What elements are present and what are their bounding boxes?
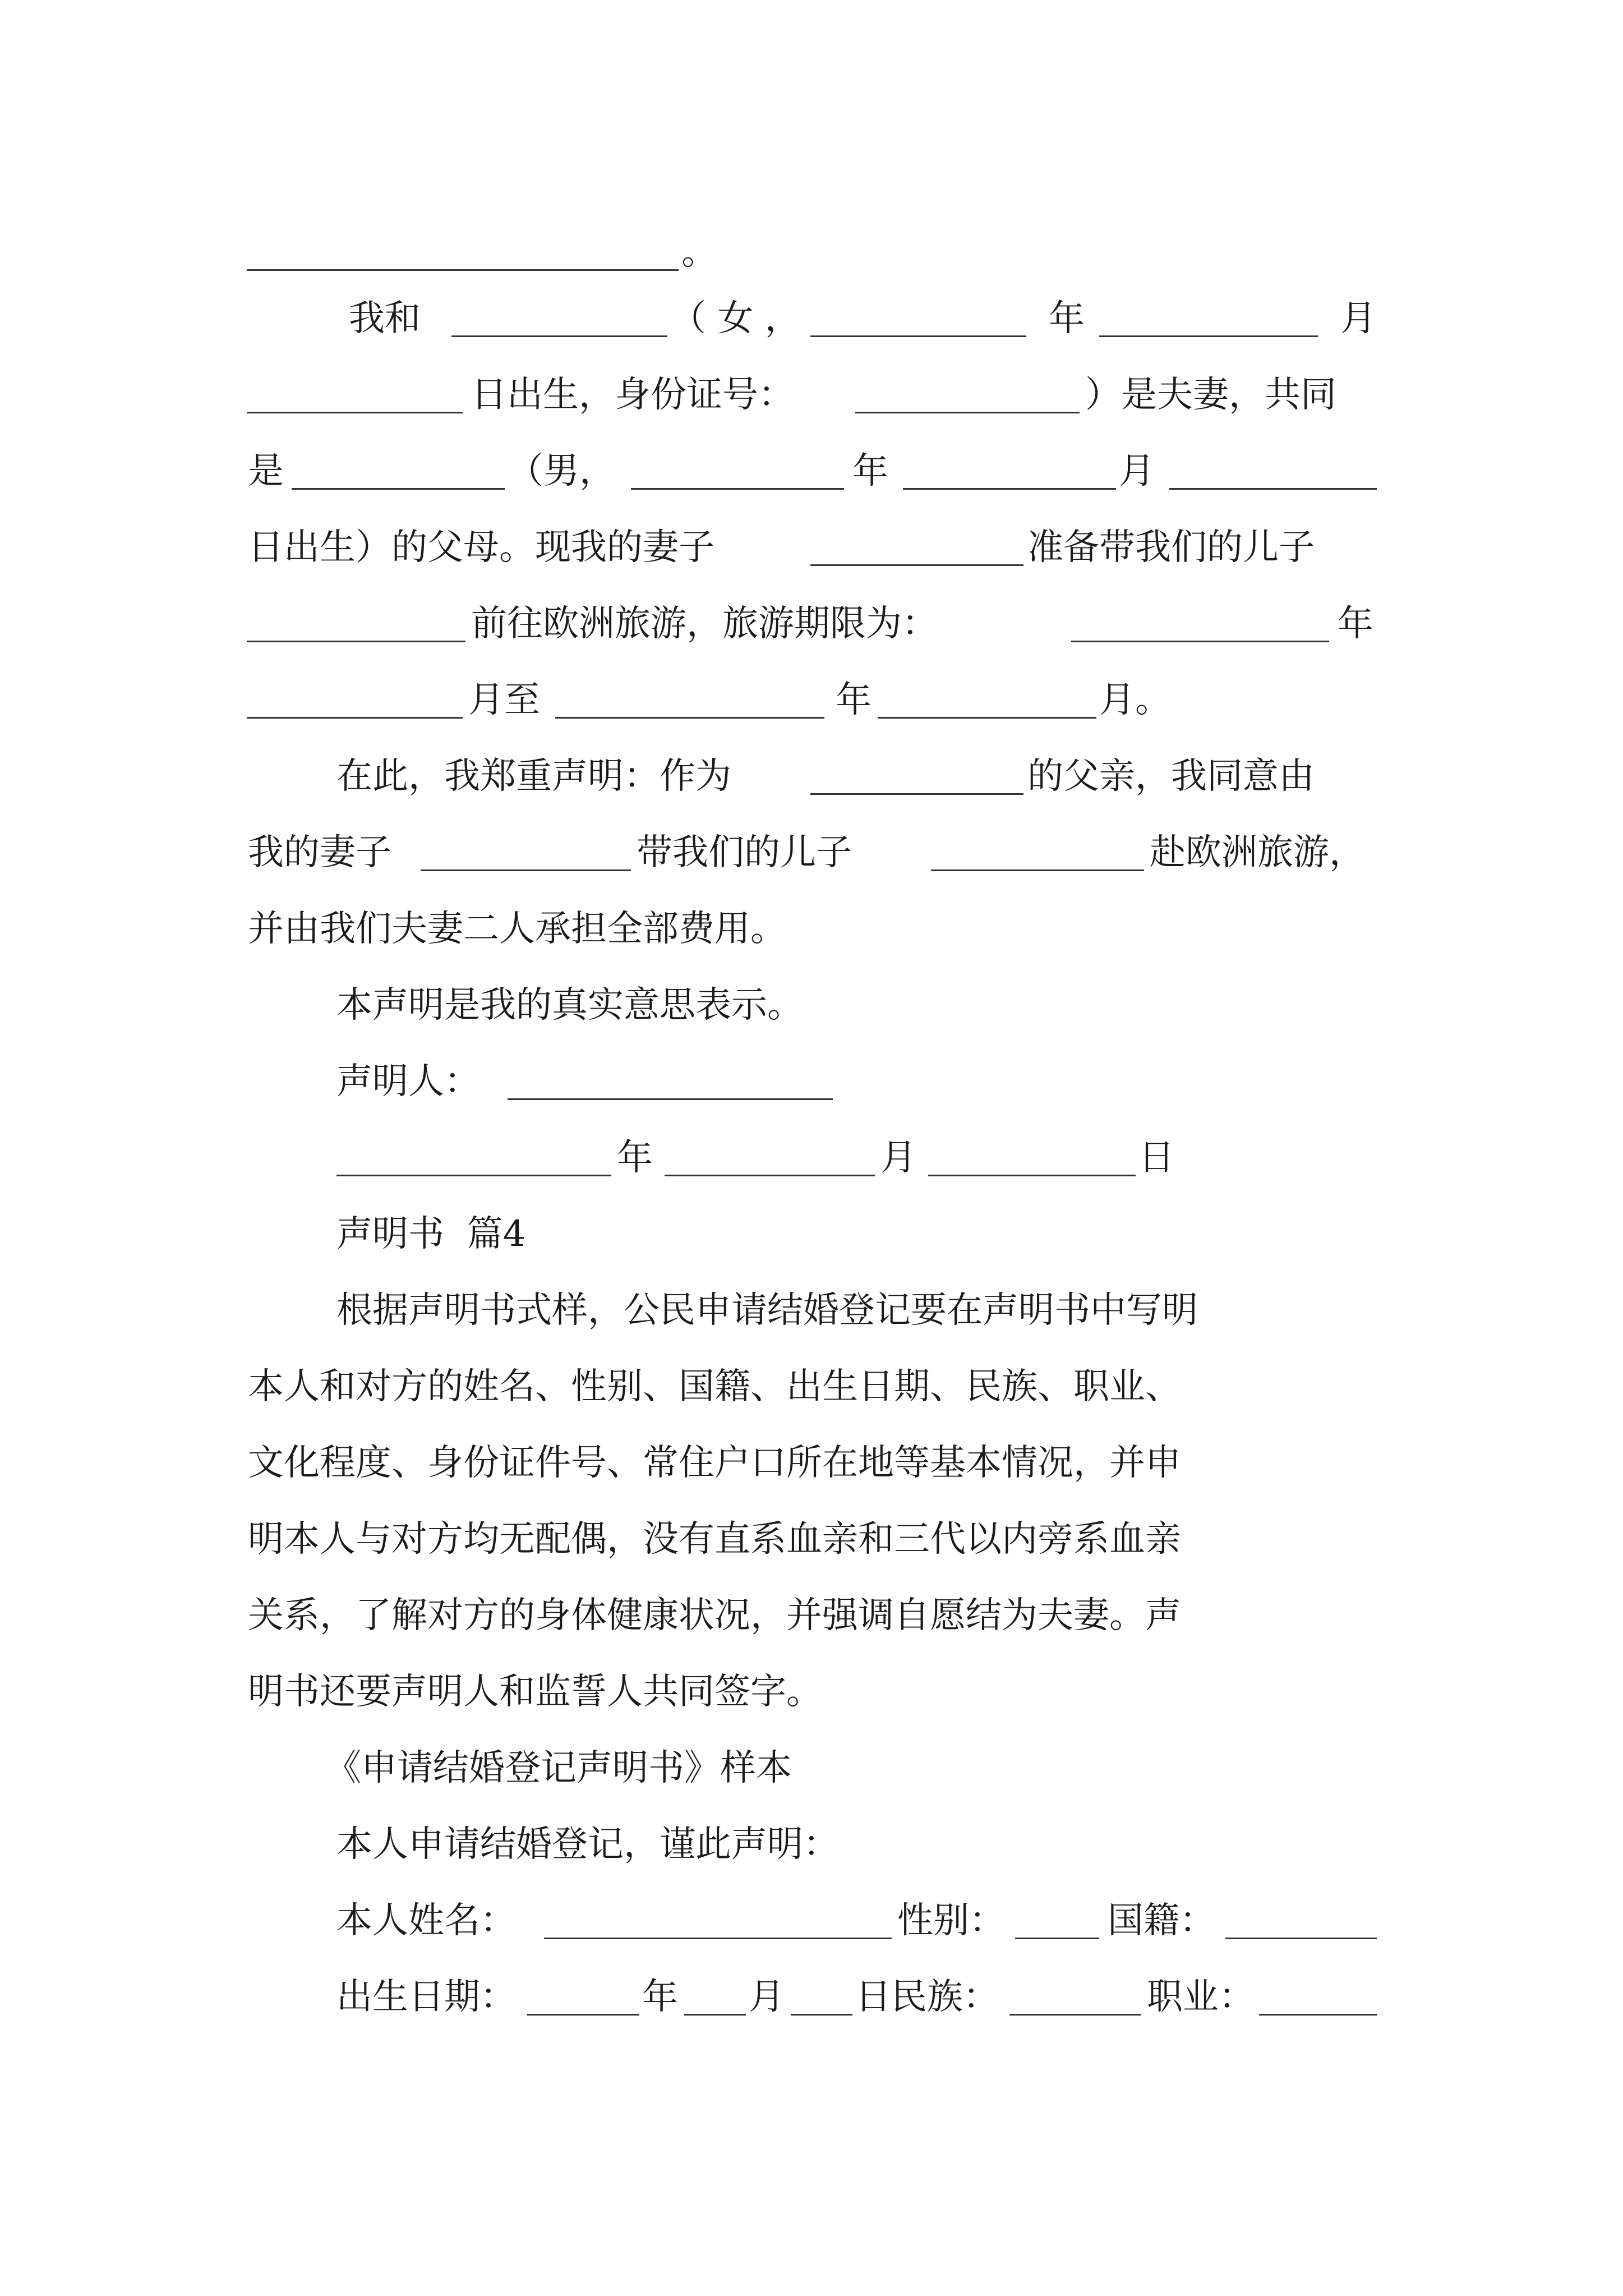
text: 赴欧洲旅游，: [1150, 832, 1365, 873]
blank-field[interactable]: [292, 488, 505, 490]
text: 明本人与对方均无配偶，没有直系血亲和三代以内旁系血亲: [248, 1519, 1181, 1560]
line-6: [0, 601, 1623, 646]
blank-field[interactable]: [421, 869, 631, 871]
line-2: [0, 296, 1623, 341]
text: 本人申请结婚登记，谨此声明：: [336, 1824, 839, 1865]
blank-field[interactable]: [555, 717, 824, 719]
blank-field[interactable]: [336, 1175, 611, 1176]
text: 月: [1119, 450, 1155, 492]
text: 根据声明书式样，公民申请结婚登记要在声明书中写明: [336, 1290, 1198, 1331]
nationality-field[interactable]: [1225, 1938, 1377, 1939]
line-1: [0, 230, 1623, 275]
blank-field[interactable]: [631, 488, 844, 490]
line-5: [0, 525, 1623, 570]
blank-field[interactable]: [665, 1175, 875, 1176]
section-heading: 声明书 篇4: [336, 1213, 526, 1255]
text: 带我们的儿子: [637, 832, 852, 873]
blank-field[interactable]: [810, 335, 1026, 337]
line-23: [0, 1898, 1623, 1943]
field-label-gender: 性别：: [897, 1900, 1005, 1941]
text: 本声明是我的真实意思表示。: [336, 984, 803, 1026]
line-17: [0, 1441, 1623, 1485]
field-label-ethnicity: 日民族：: [855, 1976, 999, 2018]
line-16: [0, 1364, 1623, 1409]
blank-field[interactable]: [247, 412, 463, 413]
blank-field[interactable]: [1169, 488, 1377, 490]
text: 是: [248, 450, 284, 492]
line-4: [0, 449, 1623, 494]
text: 年: [1338, 603, 1373, 645]
line-7: [0, 678, 1623, 723]
blank-field[interactable]: [247, 641, 465, 642]
line-9: [0, 830, 1623, 875]
text: 年: [852, 450, 888, 492]
text: 月: [1340, 298, 1376, 339]
text: 我的妻子: [248, 832, 391, 873]
text: 并由我们夫妻二人承担全部费用。: [248, 908, 786, 950]
text: ）是夫妻，共同: [1085, 374, 1336, 416]
text: 日: [1138, 1137, 1174, 1179]
blank-field[interactable]: [247, 717, 463, 719]
field-label-occupation: 职业：: [1147, 1976, 1255, 2018]
blank-field[interactable]: [810, 564, 1023, 566]
text: 准备带我们的儿子: [1027, 527, 1315, 568]
field-label-name: 本人姓名：: [336, 1900, 516, 1941]
blank-field[interactable]: [878, 717, 1096, 719]
line-3: [0, 372, 1623, 417]
text: 我和: [349, 298, 421, 339]
text: 月。: [1099, 679, 1171, 721]
line-18: [0, 1517, 1623, 1562]
sample-title: 《申请结婚登记声明书》样本: [325, 1747, 792, 1789]
birth-year-field[interactable]: [527, 2014, 639, 2016]
text: （ 女 ，: [670, 298, 801, 339]
text: 声明人：: [336, 1061, 480, 1102]
text: 日出生）的父母。现我的妻子: [248, 527, 714, 568]
text: 文化程度、身份证件号、常住户口所在地等基本情况，并申: [248, 1442, 1181, 1484]
blank-field[interactable]: [931, 869, 1144, 871]
text: 月: [880, 1137, 916, 1179]
text: 年: [836, 679, 872, 721]
text: 的父亲，我同意由: [1027, 756, 1315, 797]
text: 明书还要声明人和监誓人共同签字。: [248, 1671, 822, 1713]
text: 月至: [468, 679, 540, 721]
name-field[interactable]: [544, 1938, 892, 1939]
blank-field[interactable]: [508, 1098, 833, 1100]
line-8: [0, 754, 1623, 799]
text: 在此，我郑重声明：作为: [336, 756, 731, 797]
line-10: [0, 907, 1623, 951]
blank-field[interactable]: [928, 1175, 1136, 1176]
blank-field[interactable]: [810, 793, 1023, 795]
text: 日出生，身份证号：: [471, 374, 794, 416]
text: （男，: [508, 450, 615, 492]
line-13: [0, 1135, 1623, 1180]
blank-field[interactable]: [903, 488, 1116, 490]
blank-field[interactable]: [1071, 641, 1329, 642]
line-21: [0, 1746, 1623, 1791]
blank-field[interactable]: [451, 335, 667, 337]
line-22: [0, 1822, 1623, 1867]
line-12: [0, 1059, 1623, 1104]
line-15: [0, 1288, 1623, 1333]
line-11: [0, 983, 1623, 1028]
line-20: [0, 1669, 1623, 1714]
text: 年: [1049, 298, 1085, 339]
ethnicity-field[interactable]: [1009, 2014, 1141, 2016]
birth-day-field[interactable]: [791, 2014, 852, 2016]
text: 本人和对方的姓名、性别、国籍、出生日期、民族、职业、: [248, 1366, 1181, 1407]
field-label-nationality: 国籍：: [1108, 1900, 1215, 1941]
text: 月: [749, 1976, 785, 2018]
line-24: [0, 1975, 1623, 2019]
blank-field[interactable]: [1099, 335, 1318, 337]
text: 关系，了解对方的身体健康状况，并强调自愿结为夫妻。声: [248, 1595, 1181, 1636]
blank-field[interactable]: [247, 269, 679, 271]
text: 。: [681, 232, 717, 273]
birth-month-field[interactable]: [684, 2014, 746, 2016]
line-14: [0, 1212, 1623, 1257]
occupation-field[interactable]: [1259, 2014, 1377, 2016]
field-label-birthdate: 出生日期：: [336, 1976, 516, 2018]
text: 前往欧洲旅游，旅游期限为：: [471, 603, 938, 645]
line-19: [0, 1593, 1623, 1638]
gender-field[interactable]: [1015, 1938, 1099, 1939]
blank-field[interactable]: [855, 412, 1080, 413]
text: 年: [642, 1976, 678, 2018]
text: 年: [617, 1137, 653, 1179]
